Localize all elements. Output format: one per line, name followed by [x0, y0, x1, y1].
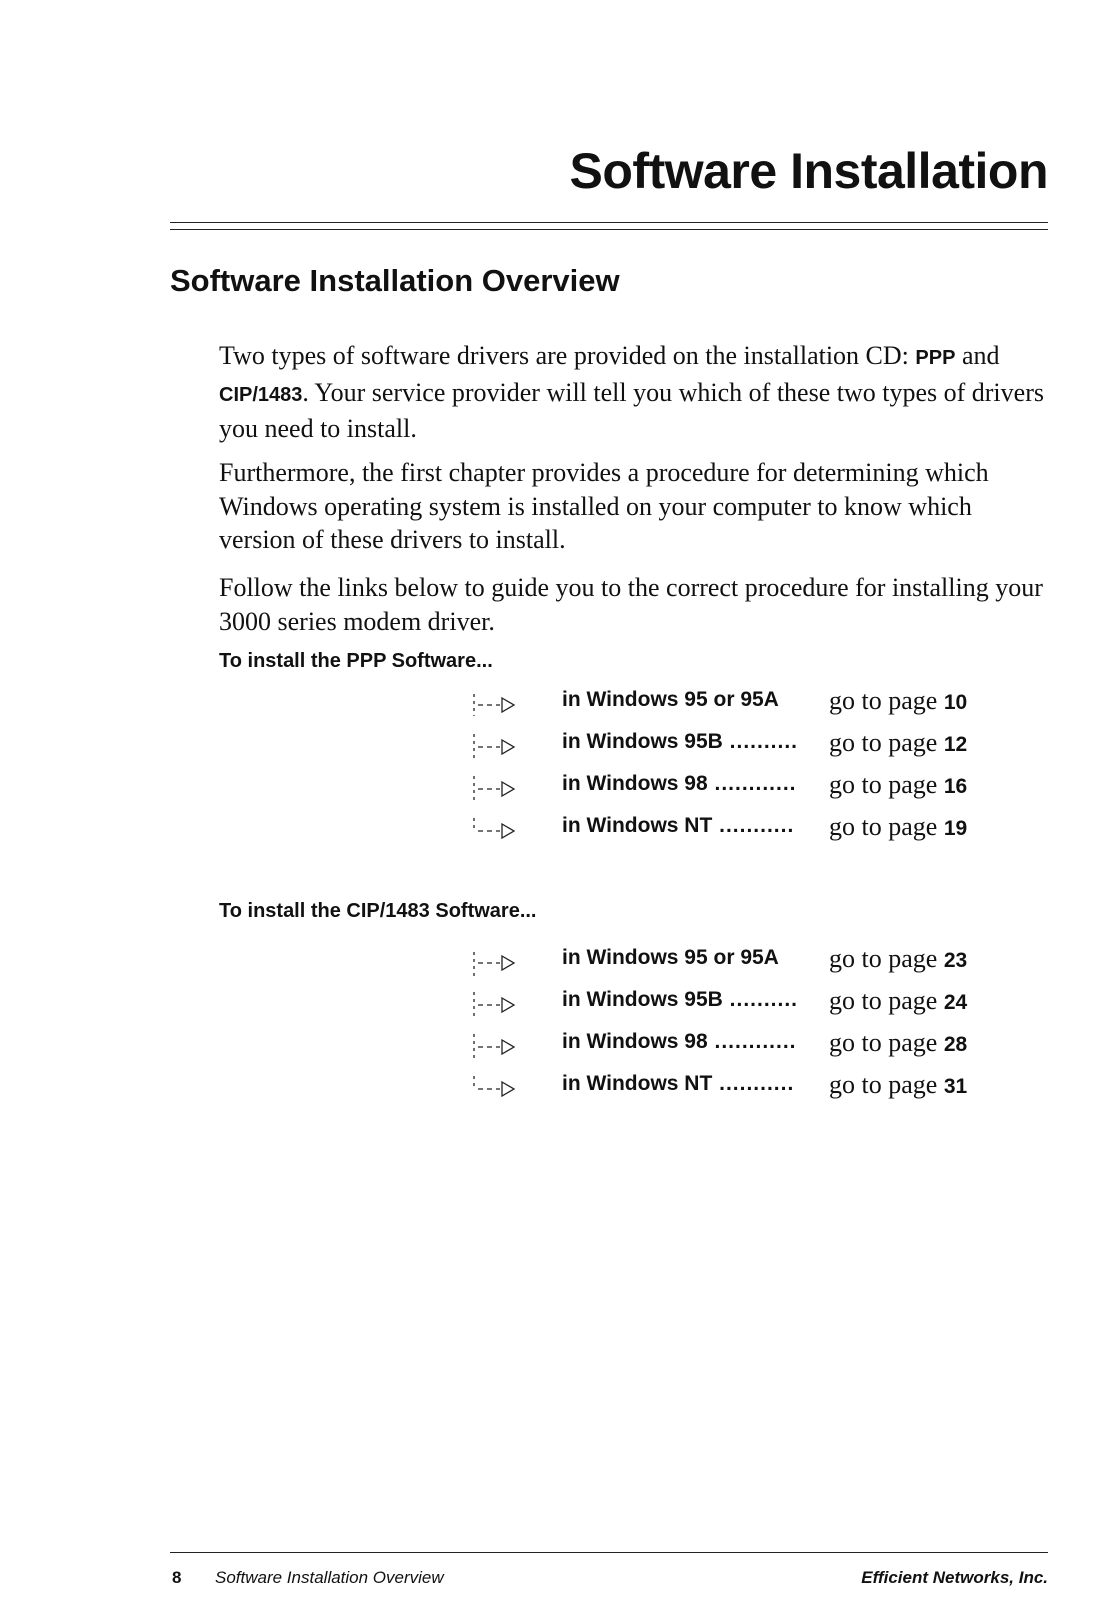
link-arrow-icon — [472, 734, 522, 760]
chapter-title: Software Installation — [569, 143, 1048, 199]
page-number: 24 — [943, 991, 968, 1014]
link-label: in Windows NT ........... — [562, 814, 795, 837]
link-arrow-icon — [472, 776, 522, 802]
links-paragraph: Follow the links below to guide you to the correct procedure for installing your 3000 series modem driver. — [219, 573, 1043, 636]
page-number: 31 — [943, 1075, 968, 1098]
link-arrow-icon — [472, 992, 522, 1018]
goto-text: go to page 28 — [829, 1028, 968, 1057]
link-label: in Windows 95 or 95A — [562, 946, 779, 969]
title-rule-top — [170, 222, 1048, 223]
link-label: in Windows 95B .......... — [562, 730, 799, 753]
link-label: in Windows 98 ............ — [562, 772, 797, 795]
link-label: in Windows 95B .......... — [562, 988, 799, 1011]
ppp-link-win95b[interactable] — [472, 728, 982, 764]
ppp-link-winnt[interactable] — [472, 812, 982, 848]
footer-company: Efficient Networks, Inc. — [861, 1568, 1048, 1587]
os-paragraph: Furthermore, the first chapter provides a procedure for determining which Windows operating system is installed on your computer to know which version of these drivers to install. — [219, 458, 989, 554]
goto-text: go to page 16 — [829, 770, 968, 799]
intro-text-2: and — [955, 341, 1000, 370]
goto-text: go to page 24 — [829, 986, 968, 1015]
cip-link-win95b[interactable] — [472, 986, 982, 1022]
goto-text: go to page 19 — [829, 812, 968, 841]
intro-text-3: . Your service provider will tell you which of these two types of drivers you need to install. — [219, 377, 1044, 443]
footer-rule — [170, 1552, 1048, 1553]
cip-link-win95[interactable] — [472, 944, 982, 980]
ppp-link-win95[interactable] — [472, 686, 982, 722]
link-arrow-icon — [472, 1034, 522, 1060]
intro-text-1: Two types of software drivers are provided on the installation CD: — [219, 341, 916, 370]
page-number: 28 — [943, 1033, 968, 1056]
page-number: 16 — [943, 775, 968, 798]
link-arrow-icon — [472, 818, 522, 844]
footer-page-number: 8 — [172, 1568, 182, 1587]
goto-text: go to page 12 — [829, 728, 968, 757]
goto-text: go to page 10 — [829, 686, 968, 715]
ppp-term: PPP — [915, 347, 956, 369]
link-arrow-icon — [472, 950, 522, 976]
cip-term: CIP/1483 — [219, 383, 303, 406]
goto-text: go to page 23 — [829, 944, 968, 973]
page-number: 23 — [943, 949, 968, 972]
page-number: 10 — [943, 691, 968, 714]
ppp-link-win98[interactable] — [472, 770, 982, 806]
page-number: 19 — [943, 817, 968, 840]
section-title: Software Installation Overview — [170, 263, 620, 298]
goto-text: go to page 31 — [829, 1070, 968, 1099]
cip-link-win98[interactable] — [472, 1028, 982, 1064]
page-number: 12 — [943, 733, 968, 756]
title-rule-bottom — [170, 229, 1048, 230]
link-label: in Windows NT ........... — [562, 1072, 795, 1095]
cip-link-winnt[interactable] — [472, 1070, 982, 1106]
intro-paragraph — [219, 339, 1049, 446]
link-label: in Windows 95 or 95A — [562, 688, 779, 711]
link-arrow-icon — [472, 692, 522, 718]
footer-section-name: Software Installation Overview — [215, 1568, 444, 1587]
ppp-heading: To install the PPP Software... — [219, 650, 493, 672]
link-arrow-icon — [472, 1076, 522, 1102]
cip-heading: To install the CIP/1483 Software... — [219, 900, 537, 922]
link-label: in Windows 98 ............ — [562, 1030, 797, 1053]
